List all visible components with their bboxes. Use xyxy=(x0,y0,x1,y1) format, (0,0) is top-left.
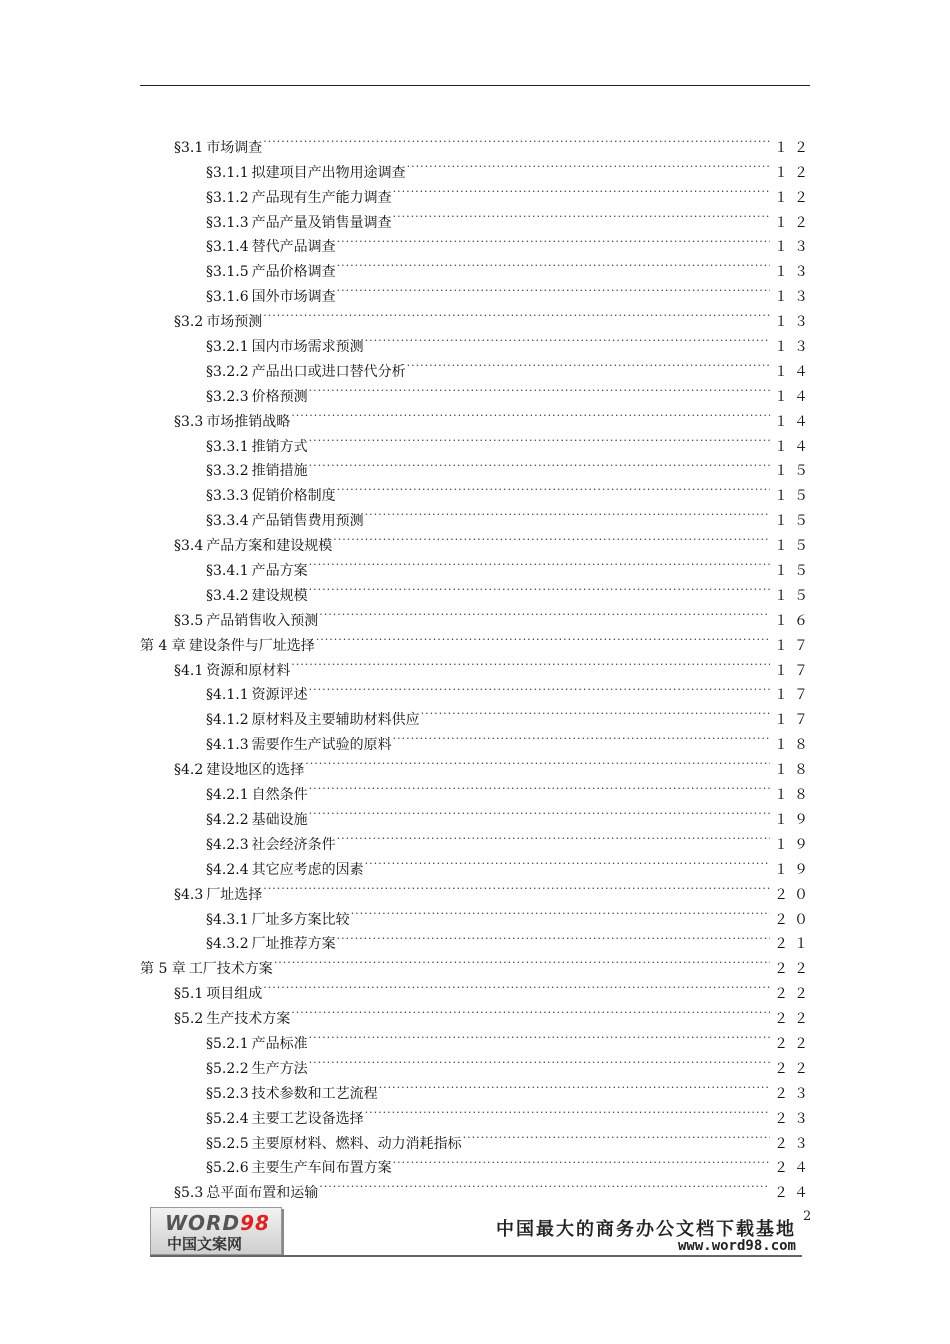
toc-leader-dots xyxy=(365,849,770,874)
toc-entry-page: １９ xyxy=(774,836,814,853)
footer-slogan: 中国最大的商务办公文档下载基地 xyxy=(496,1219,796,1240)
toc-entry-title: 生产技术方案 xyxy=(206,1011,291,1028)
toc-leader-dots xyxy=(309,376,770,401)
toc-entry-title: 技术参数和工艺流程 xyxy=(251,1085,378,1102)
toc-entry-page: ２２ xyxy=(774,1011,814,1028)
toc-entry-title: 促销价格制度 xyxy=(251,488,336,505)
toc-entry-page: １３ xyxy=(774,264,814,281)
toc-entry-title: 价格预测 xyxy=(251,388,308,405)
toc-entry-title: 建设条件与厂址选择 xyxy=(188,637,315,654)
toc-entry-title: 建设地区的选择 xyxy=(206,762,305,779)
toc-entry-number: §3.3.3 xyxy=(206,488,249,505)
toc-entry-number: §3.4.2 xyxy=(206,587,249,604)
toc-leader-dots xyxy=(274,948,770,973)
toc-entry-number: §3.4 xyxy=(174,538,204,555)
page-footer xyxy=(150,1207,810,1259)
toc-leader-dots xyxy=(365,326,770,351)
toc-entry-page: １３ xyxy=(774,314,814,331)
toc-entry-number: §3.2.3 xyxy=(206,388,249,405)
toc-entry-page: １２ xyxy=(774,139,814,156)
toc-leader-dots xyxy=(333,525,770,550)
toc-entry-number: §5.2.3 xyxy=(206,1085,249,1102)
toc-entry-title: 替代产品调查 xyxy=(251,239,336,256)
toc-entry-label xyxy=(174,136,262,161)
toc-leader-dots xyxy=(263,874,770,899)
table-of-contents xyxy=(140,127,814,1202)
toc-entry-title: 产品销售费用预测 xyxy=(251,513,364,530)
toc-leader-dots xyxy=(291,401,770,426)
toc-leader-dots xyxy=(407,152,770,177)
toc-entry-label xyxy=(174,1007,290,1032)
toc-entry-number: §4.1 xyxy=(174,662,204,679)
toc-entry-number: §3.2.2 xyxy=(206,363,249,380)
toc-entry-title: 建设规模 xyxy=(251,587,308,604)
toc-leader-dots xyxy=(337,475,770,500)
toc-entry-label xyxy=(174,982,262,1007)
toc-leader-dots xyxy=(393,177,770,202)
logo-wordmark xyxy=(165,1211,270,1235)
toc-entry-page: ２２ xyxy=(774,961,814,978)
toc-entry-number: §3.1.3 xyxy=(206,214,249,231)
toc-leader-dots xyxy=(337,276,770,301)
toc-entry-label xyxy=(174,410,290,435)
toc-entry-page: １５ xyxy=(774,587,814,604)
toc-entry-number: §3.1.5 xyxy=(206,264,249,281)
toc-leader-dots xyxy=(309,575,770,600)
toc-entry-title: 国外市场调查 xyxy=(251,289,336,306)
toc-entry-title: 项目组成 xyxy=(206,986,263,1003)
toc-entry-number: §3.1.2 xyxy=(206,189,249,206)
toc-entry-number: §3.3.4 xyxy=(206,513,249,530)
toc-entry-label xyxy=(206,335,364,360)
toc-leader-dots xyxy=(309,1048,770,1073)
toc-entry-title: 需要作生产试验的原料 xyxy=(251,737,392,754)
toc-entry-title: 推销方式 xyxy=(251,438,308,455)
toc-entry-title: 生产方法 xyxy=(251,1060,308,1077)
toc-entry-label xyxy=(206,559,308,584)
toc-entry-page: １５ xyxy=(774,488,814,505)
toc-entry-page: １６ xyxy=(774,612,814,629)
toc-entry-label xyxy=(140,634,315,659)
toc-entry-number: §3.4.1 xyxy=(206,563,249,580)
toc-entry-number: §5.1 xyxy=(174,986,204,1003)
toc-entry-label xyxy=(206,161,406,186)
toc-entry-label xyxy=(206,459,308,484)
toc-entry-number: §4.3.2 xyxy=(206,936,249,953)
toc-entry-title: 产品价格调查 xyxy=(251,264,336,281)
toc-leader-dots xyxy=(309,799,770,824)
toc-entry-page: １５ xyxy=(774,538,814,555)
toc-entry-number: §4.2.3 xyxy=(206,836,249,853)
toc-entry-label xyxy=(206,833,336,858)
logo-word-text: WORD xyxy=(165,1211,241,1235)
toc-entry-label xyxy=(206,708,420,733)
toc-entry-page: １５ xyxy=(774,563,814,580)
toc-entry-page: ２１ xyxy=(774,936,814,953)
toc-leader-dots xyxy=(309,451,770,476)
toc-leader-dots xyxy=(463,1123,770,1148)
toc-entry-label xyxy=(206,186,392,211)
toc-entry-page: ２３ xyxy=(774,1135,814,1152)
toc-entry-page: １２ xyxy=(774,164,814,181)
footer-rule xyxy=(150,1255,802,1257)
toc-entry-label xyxy=(206,235,336,260)
toc-entry-page: １２ xyxy=(774,189,814,206)
toc-entry-number: §3.1.4 xyxy=(206,239,249,256)
toc-entry-label xyxy=(206,1057,308,1082)
toc-entry-title: 社会经济条件 xyxy=(251,836,336,853)
toc-entry-page: ２２ xyxy=(774,986,814,1003)
toc-entry-number: 第 4 章 xyxy=(140,637,186,654)
toc-entry-page: １７ xyxy=(774,687,814,704)
toc-entry-label xyxy=(206,584,308,609)
toc-entry-title: 主要原材料、燃料、动力消耗指标 xyxy=(251,1135,462,1152)
toc-entry-page: １９ xyxy=(774,861,814,878)
toc-entry-label xyxy=(206,783,308,808)
toc-entry-page: １４ xyxy=(774,363,814,380)
toc-entry-page: ２３ xyxy=(774,1110,814,1127)
toc-entry-page: １４ xyxy=(774,413,814,430)
toc-entry-page: １３ xyxy=(774,339,814,356)
page-number: 2 xyxy=(803,1209,812,1224)
toc-entry-page: １８ xyxy=(774,737,814,754)
toc-leader-dots xyxy=(309,774,770,799)
toc-entry-label xyxy=(206,908,350,933)
toc-entry-page: １８ xyxy=(774,762,814,779)
toc-leader-dots xyxy=(337,227,770,252)
toc-entry-label xyxy=(174,1181,318,1206)
toc-entry-number: §5.2.5 xyxy=(206,1135,249,1152)
toc-entry-page: １５ xyxy=(774,513,814,530)
toc-entry-number: §5.3 xyxy=(174,1185,204,1202)
toc-entry-title: 国内市场需求预测 xyxy=(251,339,364,356)
toc-entry-title: 产品现有生产能力调查 xyxy=(251,189,392,206)
toc-entry-title: 产品标准 xyxy=(251,1035,308,1052)
toc-entry-number: §3.2 xyxy=(174,314,204,331)
toc-entry-label xyxy=(206,1082,378,1107)
toc-entry-number: §4.1.1 xyxy=(206,687,249,704)
toc-leader-dots xyxy=(309,550,770,575)
toc-entry-number: §4.2.4 xyxy=(206,861,249,878)
toc-leader-dots xyxy=(421,699,770,724)
toc-entry-number: §3.2.1 xyxy=(206,339,249,356)
toc-entry-page: １３ xyxy=(774,239,814,256)
toc-entry-label xyxy=(206,683,308,708)
toc-entry-label xyxy=(206,435,308,460)
toc-entry-page: １７ xyxy=(774,712,814,729)
toc-entry-page: ２２ xyxy=(774,1035,814,1052)
toc-entry-page: １４ xyxy=(774,388,814,405)
toc-leader-dots xyxy=(393,202,770,227)
toc-entry-title: 产品产量及销售量调查 xyxy=(251,214,392,231)
toc-entry-number: §4.1.2 xyxy=(206,712,249,729)
toc-leader-dots xyxy=(337,251,770,276)
toc-leader-dots xyxy=(263,301,770,326)
toc-entry-page: ２４ xyxy=(774,1185,814,1202)
toc-entry-number: §3.3.1 xyxy=(206,438,249,455)
toc-entry-label xyxy=(174,609,318,634)
toc-leader-dots xyxy=(291,650,770,675)
toc-entry-page: ２０ xyxy=(774,911,814,928)
toc-entry-number: §3.5 xyxy=(174,612,204,629)
toc-entry-page: ２２ xyxy=(774,1060,814,1077)
toc-entry-label xyxy=(206,484,336,509)
toc-entry-title: 其它应考虑的因素 xyxy=(251,861,364,878)
toc-entry-label xyxy=(174,310,262,335)
toc-leader-dots xyxy=(351,899,770,924)
toc-entry-page: １７ xyxy=(774,637,814,654)
toc-entry-number: §5.2.2 xyxy=(206,1060,249,1077)
toc-leader-dots xyxy=(309,426,770,451)
toc-entry-page: １５ xyxy=(774,463,814,480)
toc-leader-dots xyxy=(291,998,770,1023)
toc-entry-title: 市场推销战略 xyxy=(206,413,291,430)
toc-leader-dots xyxy=(319,1172,770,1197)
toc-entry-number: §5.2.6 xyxy=(206,1160,249,1177)
toc-entry-number: §3.1.1 xyxy=(206,164,249,181)
toc-entry-page: ２４ xyxy=(774,1160,814,1177)
header-rule xyxy=(140,85,810,86)
toc-entry-label xyxy=(174,758,304,783)
toc-entry-number: §3.1 xyxy=(174,139,204,156)
toc-entry-page: １２ xyxy=(774,214,814,231)
toc-entry-page: １９ xyxy=(774,811,814,828)
toc-entry-label xyxy=(206,808,308,833)
toc-entry-title: 产品方案和建设规模 xyxy=(206,538,333,555)
toc-entry-number: §5.2.1 xyxy=(206,1035,249,1052)
toc-entry-title: 厂址推荐方案 xyxy=(251,936,336,953)
toc-entry-number: §4.3.1 xyxy=(206,911,249,928)
toc-entry-page: １４ xyxy=(774,438,814,455)
toc-entry-title: 推销措施 xyxy=(251,463,308,480)
toc-entry-title: 资源和原材料 xyxy=(206,662,291,679)
toc-leader-dots xyxy=(305,749,770,774)
toc-entry-number: §4.1.3 xyxy=(206,737,249,754)
toc-entry-title: 产品方案 xyxy=(251,563,308,580)
toc-entry-title: 市场预测 xyxy=(206,314,263,331)
toc-entry-title: 产品销售收入预测 xyxy=(206,612,319,629)
toc-entry-label xyxy=(174,659,290,684)
toc-entry-label xyxy=(206,260,336,285)
toc-entry-title: 自然条件 xyxy=(251,787,308,804)
toc-entry-title: 基础设施 xyxy=(251,811,308,828)
toc-leader-dots xyxy=(319,600,770,625)
toc-entry-number: §5.2 xyxy=(174,1011,204,1028)
toc-leader-dots xyxy=(337,824,770,849)
toc-entry-number: 第 5 章 xyxy=(140,961,186,978)
toc-leader-dots xyxy=(309,675,770,700)
toc-entry-page: １７ xyxy=(774,662,814,679)
toc-entry-number: §4.2.2 xyxy=(206,811,249,828)
toc-entry-number: §3.3 xyxy=(174,413,204,430)
toc-entry-title: 主要生产车间布置方案 xyxy=(251,1160,392,1177)
toc-entry-number: §4.2 xyxy=(174,762,204,779)
toc-entry-title: 拟建项目产出物用途调查 xyxy=(251,164,406,181)
toc-leader-dots xyxy=(263,127,770,152)
toc-entry-page: １８ xyxy=(774,787,814,804)
toc-entry-page: １３ xyxy=(774,289,814,306)
toc-entry-label xyxy=(174,883,262,908)
toc-leader-dots xyxy=(365,500,770,525)
toc-entry-title: 原材料及主要辅助材料供应 xyxy=(251,712,420,729)
toc-entry-title: 主要工艺设备选择 xyxy=(251,1110,364,1127)
footer-website[interactable]: www.word98.com xyxy=(677,1238,796,1254)
toc-entry-page: ２３ xyxy=(774,1085,814,1102)
toc-entry-title: 产品出口或进口替代分析 xyxy=(251,363,406,380)
toc-entry-number: §3.3.2 xyxy=(206,463,249,480)
toc-entry-number: §3.1.6 xyxy=(206,289,249,306)
toc-entry-label xyxy=(206,1107,364,1132)
toc-entry-title: 市场调查 xyxy=(206,139,263,156)
toc-leader-dots xyxy=(316,625,770,650)
toc-leader-dots xyxy=(379,1073,770,1098)
toc-entry-page: ２０ xyxy=(774,886,814,903)
toc-entry-label xyxy=(206,1032,308,1057)
toc-leader-dots xyxy=(393,724,770,749)
logo-chinese-name: 中国文案网 xyxy=(167,1235,243,1253)
toc-entry-label xyxy=(140,957,273,982)
toc-entry-number: §5.2.4 xyxy=(206,1110,249,1127)
toc-entry-title: 厂址多方案比较 xyxy=(251,911,350,928)
logo-word-number: 98 xyxy=(240,1211,270,1235)
toc-leader-dots xyxy=(337,924,770,949)
toc-leader-dots xyxy=(309,1023,770,1048)
toc-entry-title: 资源评述 xyxy=(251,687,308,704)
toc-entry-number: §4.3 xyxy=(174,886,204,903)
word98-logo[interactable] xyxy=(150,1207,282,1255)
toc-leader-dots xyxy=(407,351,770,376)
toc-leader-dots xyxy=(263,973,770,998)
toc-entry-title: 工厂技术方案 xyxy=(188,961,273,978)
toc-entry-number: §4.2.1 xyxy=(206,787,249,804)
toc-leader-dots xyxy=(393,1148,770,1173)
toc-entry[interactable] xyxy=(140,127,814,156)
toc-leader-dots xyxy=(365,1098,770,1123)
toc-entry-title: 总平面布置和运输 xyxy=(206,1185,319,1202)
toc-entry-title: 厂址选择 xyxy=(206,886,263,903)
